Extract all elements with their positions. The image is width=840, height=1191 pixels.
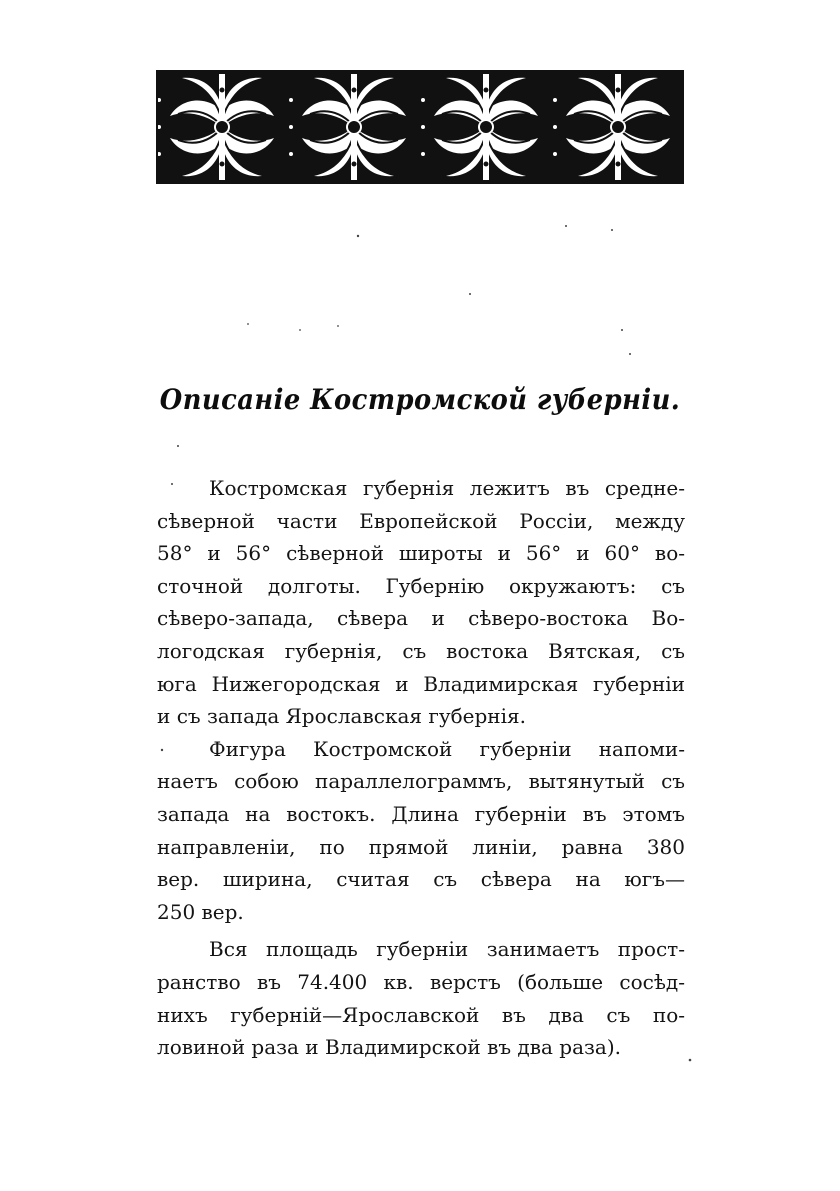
paragraph-area	[157, 933, 685, 1063]
text-line: сточной долготы. Губернію окружаютъ: съ	[157, 573, 685, 598]
page-title: Описаніе Костромской губерніи.	[159, 383, 681, 416]
text-line: юга Нижегородская и Владимирская губерніи	[157, 671, 685, 696]
text-line: наетъ собою параллелограммъ, вытянутый съ	[157, 769, 685, 794]
text-line: Фигура Костромской губерніи напоми-	[209, 736, 685, 761]
text-line: вер. ширина, считая съ сѣвера на югъ—	[157, 867, 685, 892]
text-line: и съ запада Ярославская губернія.	[157, 704, 526, 729]
text-line: сѣверо-запада, сѣвера и сѣверо-востока Во-	[157, 606, 685, 631]
text-line: ранство въ 74.400 кв. верстъ (больше сосѣд-	[157, 969, 685, 994]
text-line: Вся площадь губерніи занимаетъ прост-	[209, 937, 685, 962]
text-line: 250 вер.	[157, 899, 244, 924]
ornament-border	[156, 70, 684, 184]
text-line: направленіи, по прямой линіи, равна 380	[157, 834, 685, 859]
text-line: запада на востокъ. Длина губерніи въ этомъ	[157, 801, 685, 826]
text-body	[157, 472, 685, 1064]
text-line: сѣверной части Европейской Россіи, между	[157, 508, 685, 533]
text-line: ловиной раза и Владимирской въ два раза).	[157, 1035, 622, 1060]
text-line: нихъ губерній—Ярославской въ два съ по-	[157, 1002, 685, 1027]
text-line: Костромская губернія лежитъ въ средне-	[209, 476, 685, 500]
text-line: логодская губернія, съ востока Вятская, съ	[157, 638, 685, 663]
text-line: 58° и 56° сѣверной широты и 56° и 60° во-	[157, 541, 685, 566]
paragraph-location	[157, 472, 685, 733]
paragraph-shape	[157, 733, 685, 929]
acanthus-leaf-border-icon	[156, 70, 684, 184]
